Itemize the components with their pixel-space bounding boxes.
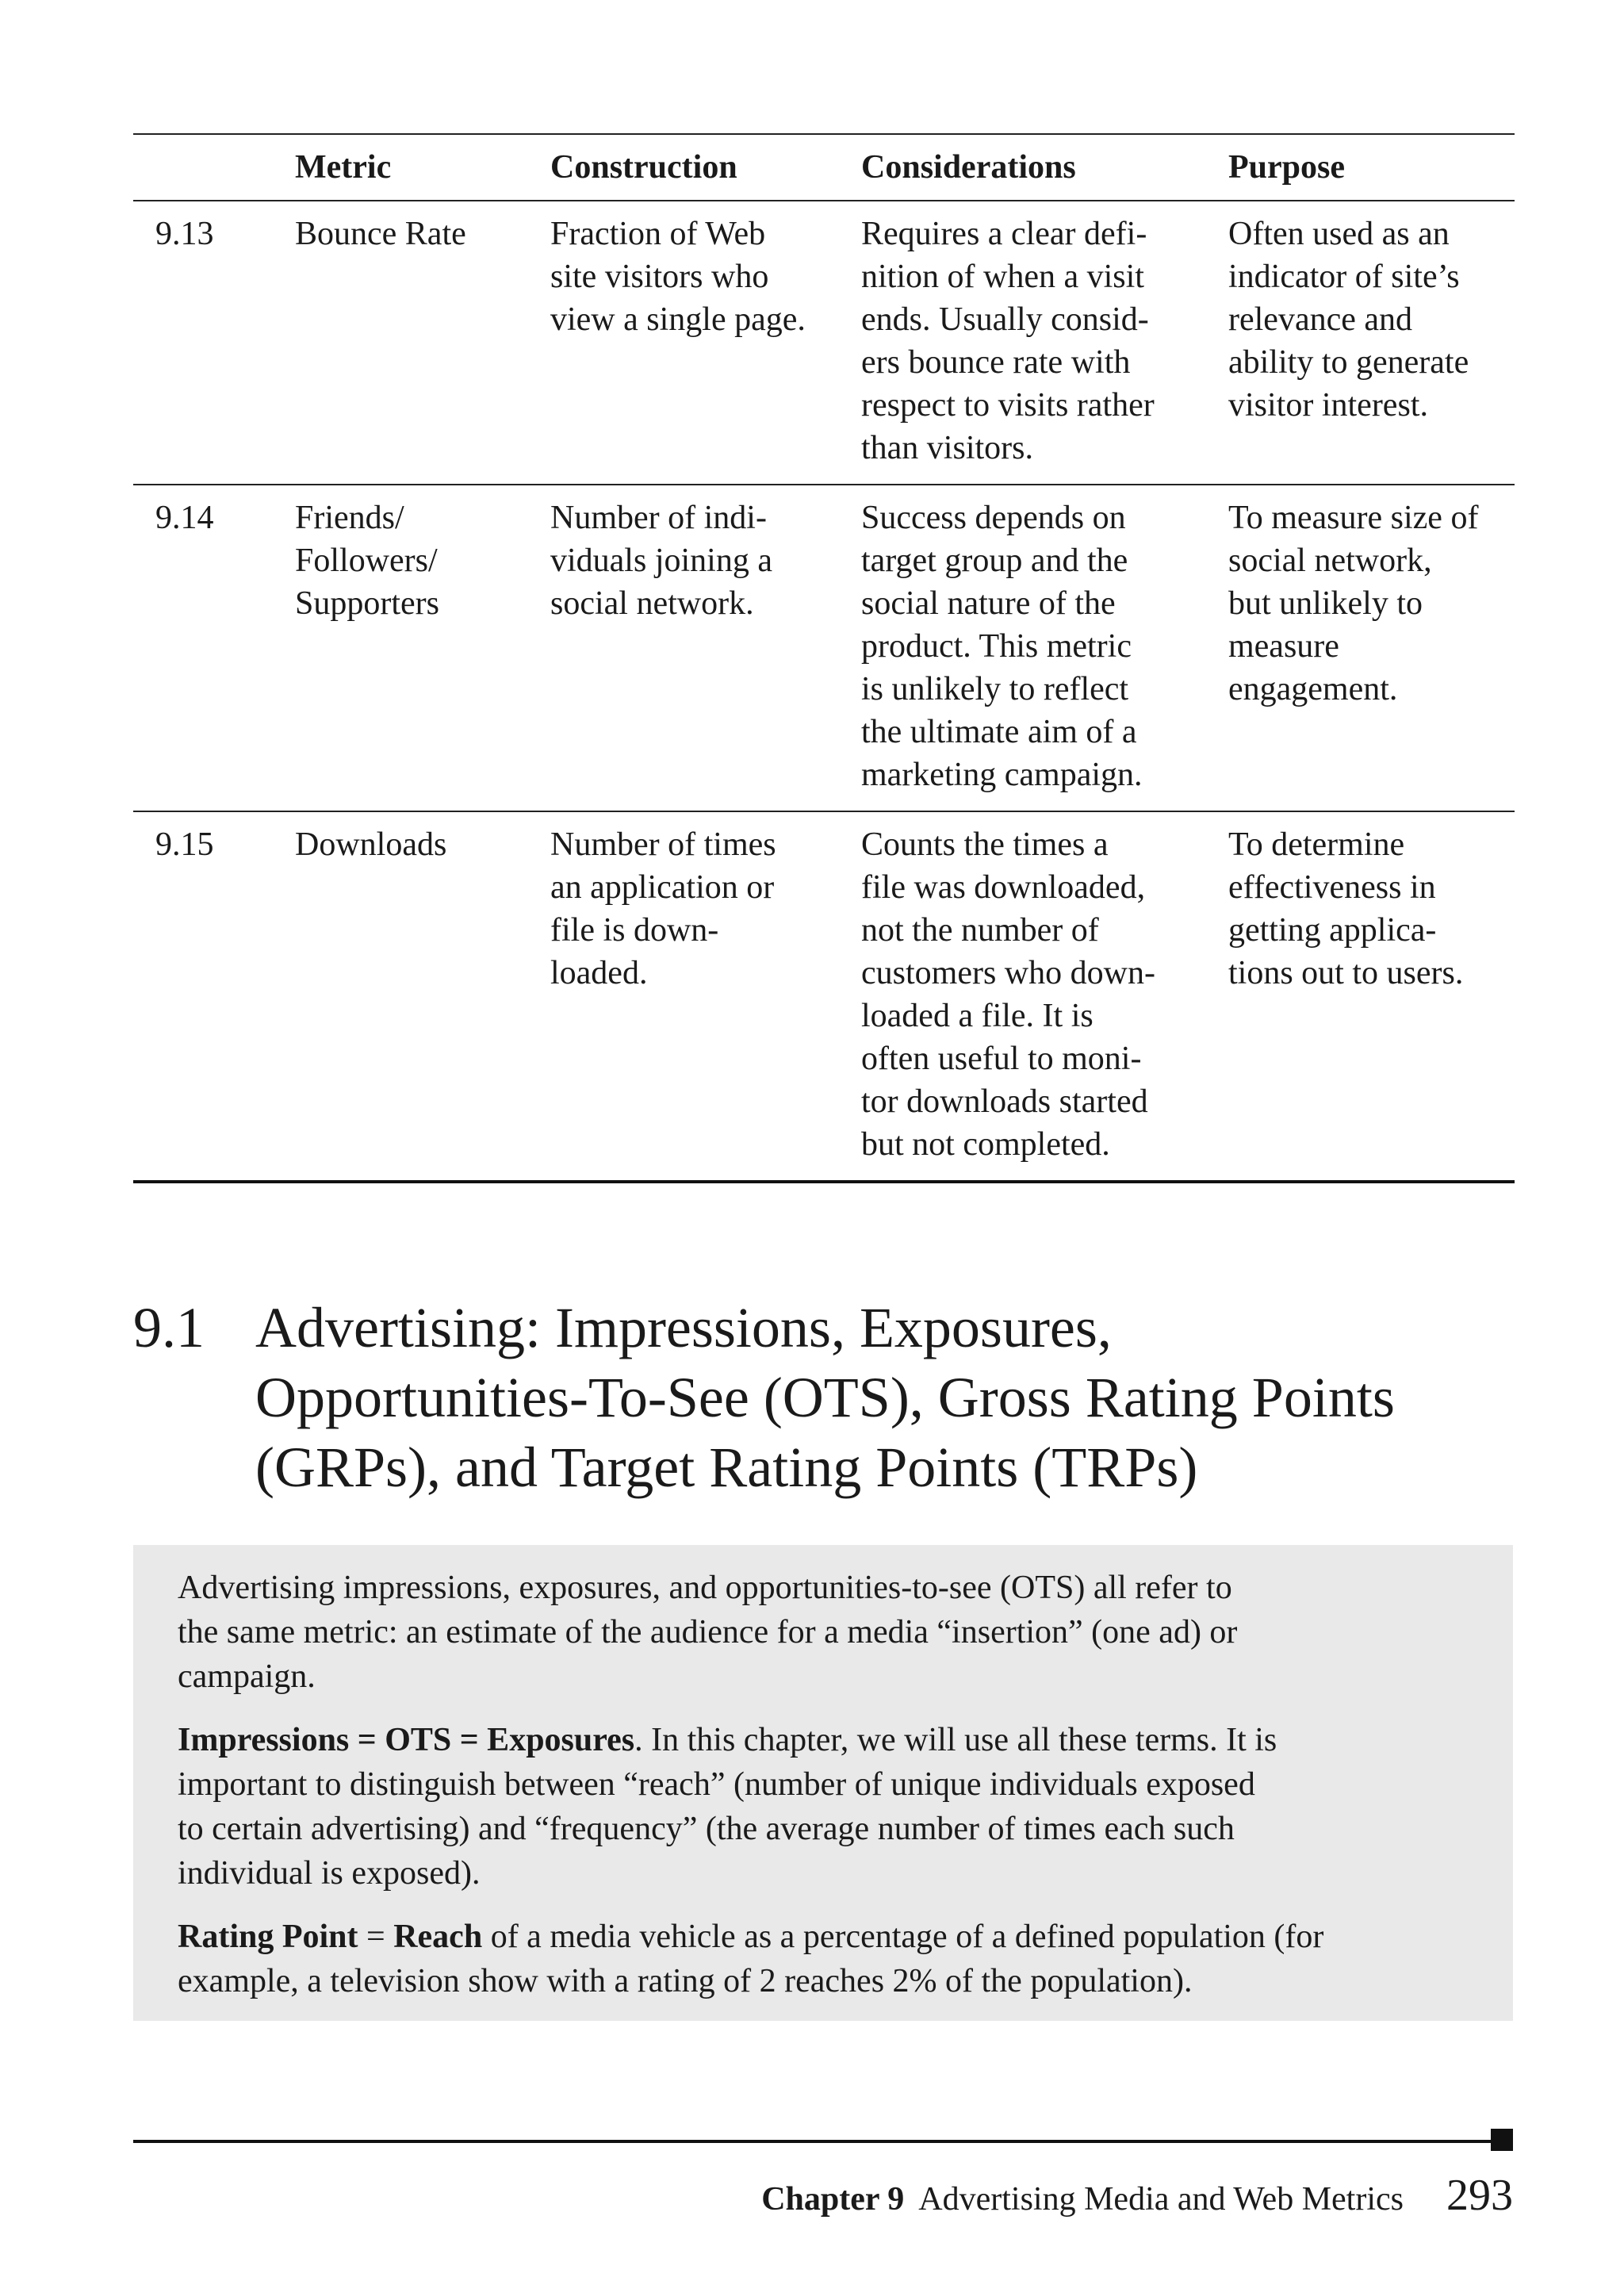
metrics-table (133, 133, 1515, 1183)
row-considerations: Counts the times a file was downloaded, not the number of customers who down- loaded a file. It is often useful to moni- tor downloads started but not completed. (861, 826, 1155, 1163)
header-number (133, 134, 295, 201)
table-row (133, 811, 1515, 1182)
footer-chapter-label: Chapter 9 (761, 2181, 905, 2218)
page-number: 293 (1446, 2171, 1513, 2220)
row-purpose: Often used as an indicator of site’s relevance and ability to generate visitor interest. (1228, 216, 1469, 424)
footer-chapter-title: Advertising Media and Web Metrics (918, 2181, 1404, 2218)
row-number: 9.14 (155, 500, 214, 536)
header-metric: Metric (295, 134, 550, 201)
box-paragraph-3-bold-reach: Reach (393, 1919, 483, 1955)
header-construction: Construction (550, 134, 861, 201)
footer-rule (133, 2140, 1513, 2143)
section-number: 9.1 (133, 1296, 205, 1359)
box-paragraph-3 (178, 1915, 1469, 2003)
box-paragraph-2-bold: Impressions = OTS = Exposures (178, 1722, 635, 1758)
section-title: Advertising: Impressions, Exposures, Opportunities-To-See (OTS), Gross Rating Points (GRPs), and Target Rating Points (TRPs) (255, 1296, 1395, 1499)
box-paragraph-1: Advertising impressions, exposures, and opportunities-to-see (OTS) all refer to the same metric: an estimate of the audience for a media “insertion” (one ad) or campaign. (178, 1570, 1238, 1695)
definition-box (133, 1545, 1513, 2021)
row-metric: Friends/ Followers/ Supporters (295, 500, 439, 622)
row-number: 9.13 (155, 216, 214, 252)
table-row (133, 485, 1515, 811)
row-considerations: Requires a clear defi- nition of when a visit ends. Usually consid- ers bounce rate with respect to visits rather than visitors. (861, 216, 1155, 466)
row-metric: Downloads (295, 826, 447, 863)
row-construction: Number of indi- viduals joining a social network. (550, 500, 772, 622)
row-construction: Number of times an application or file is down- loaded. (550, 826, 776, 991)
footer-square-marker (1491, 2129, 1513, 2151)
row-purpose: To measure size of social network, but unlikely to measure engagement. (1228, 500, 1479, 707)
row-construction: Fraction of Web site visitors who view a single page. (550, 216, 806, 338)
table-row (133, 201, 1515, 485)
box-paragraph-2 (178, 1718, 1469, 1896)
box-paragraph-3-text: of a media vehicle as a percentage of a defined population (for example, a television show with a rating of 2 reaches 2% of the population). (178, 1919, 1324, 1999)
row-considerations: Success depends on target group and the social nature of the product. This metric is unlikely to reflect the ultimate aim of a marketing campaign. (861, 500, 1143, 793)
box-paragraph-2-text: . In this chapter, we will use all these terms. It is important to distinguish between “reach” (number of unique individuals exposed to certain advertising) and “frequency” (the average number of times each such individual is exposed). (178, 1722, 1277, 1892)
box-paragraph-3-bold-term: Rating Point (178, 1919, 358, 1955)
metrics-table-container (133, 133, 1515, 1183)
page-footer (133, 2170, 1513, 2221)
header-purpose: Purpose (1228, 134, 1515, 201)
header-considerations: Considerations (861, 134, 1228, 201)
row-number: 9.15 (155, 826, 214, 863)
box-paragraph-3-equals: = (358, 1919, 394, 1955)
row-purpose: To determine effectiveness in getting applica- tions out to users. (1228, 826, 1464, 991)
row-metric: Bounce Rate (295, 216, 466, 252)
table-header-row (133, 134, 1515, 201)
